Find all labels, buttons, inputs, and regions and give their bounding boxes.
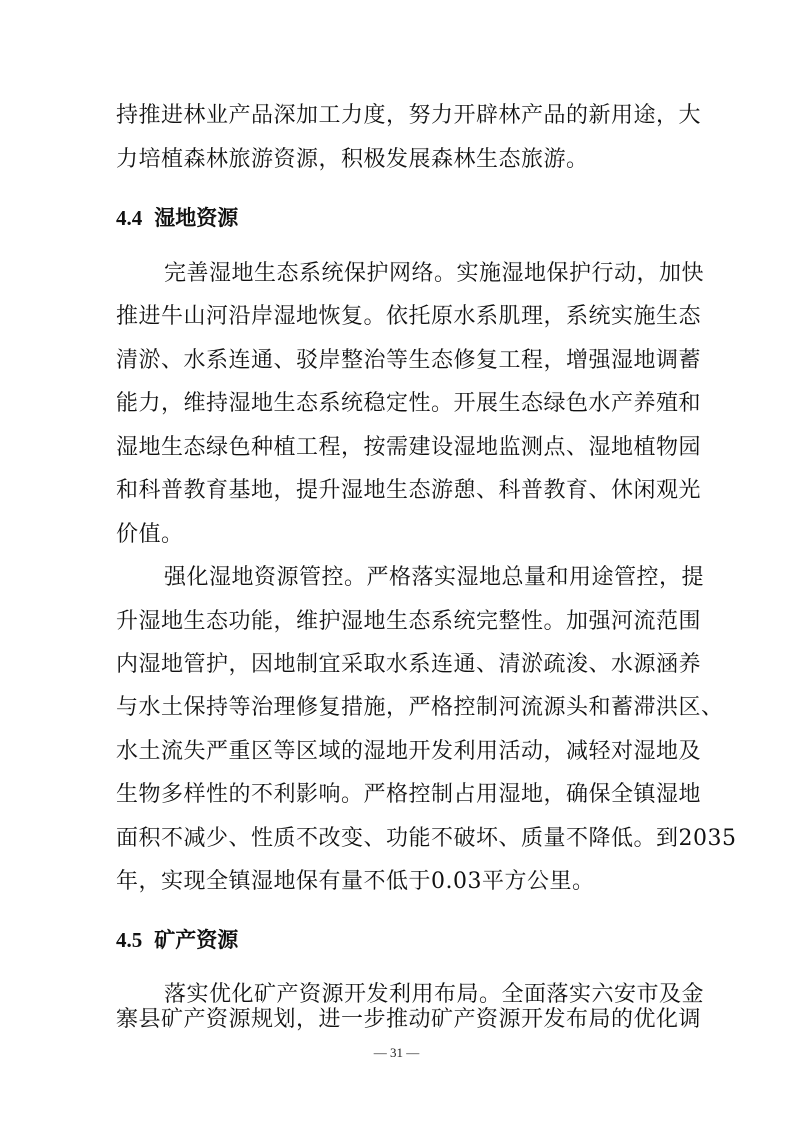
- text-line: 强化湿地资源管控。严格落实湿地总量和用途管控，提: [164, 565, 705, 590]
- text-line: 年，实现全镇湿地保有量不低于0.03平方公里。: [116, 869, 595, 894]
- text-line: 持推进林业产品深加工力度，努力开辟林产品的新用途，大: [116, 103, 702, 128]
- section-heading-4-5: [116, 925, 238, 955]
- section-title: 湿地资源: [154, 205, 239, 230]
- text-line: 湿地生态绿色种植工程，按需建设湿地监测点、湿地植物园: [116, 435, 702, 460]
- text-line: 清淤、水系连通、驳岸整治等生态修复工程，增强湿地调蓄: [116, 348, 702, 373]
- text-line: 内湿地管护，因地制宜采取水系连通、清淤疏浚、水源涵养: [116, 652, 702, 677]
- text-line: 和科普教育基地，提升湿地生态游憩、科普教育、休闲观光: [116, 478, 702, 503]
- text-line: 能力，维持湿地生态系统稳定性。开展生态绿色水产养殖和: [116, 391, 702, 416]
- text-line: 落实优化矿产资源开发利用布局。全面落实六安市及金: [164, 982, 705, 1007]
- section-heading-4-4: [116, 203, 238, 233]
- text-line: 完善湿地生态系统保护网络。实施湿地保护行动，加快: [164, 261, 705, 286]
- text-line: 升湿地生态功能，维护湿地生态系统完整性。加强河流范围: [116, 609, 702, 634]
- text-line: 价值。: [116, 522, 184, 547]
- text-line: 力培植森林旅游资源，积极发展森林生态旅游。: [116, 147, 589, 172]
- section-number: 4.5: [116, 928, 143, 952]
- section-title: 矿产资源: [154, 927, 239, 952]
- section-number: 4.4: [116, 206, 143, 230]
- page-number: — 31 —: [373, 1045, 420, 1060]
- text-line: 生物多样性的不利影响。严格控制占用湿地，确保全镇湿地: [116, 782, 702, 807]
- text-line: 面积不减少、性质不改变、功能不破坏、质量不降低。到2035: [116, 826, 737, 851]
- text-line: 水土流失严重区等区域的湿地开发利用活动，减轻对湿地及: [116, 739, 702, 764]
- text-line: 推进牛山河沿岸湿地恢复。依托原水系肌理，系统实施生态: [116, 304, 702, 329]
- text-line: 寨县矿产资源规划，进一步推动矿产资源开发布局的优化调: [116, 1007, 702, 1032]
- text-line: 与水土保持等治理修复措施，严格控制河流源头和蓄滞洪区、: [116, 695, 724, 720]
